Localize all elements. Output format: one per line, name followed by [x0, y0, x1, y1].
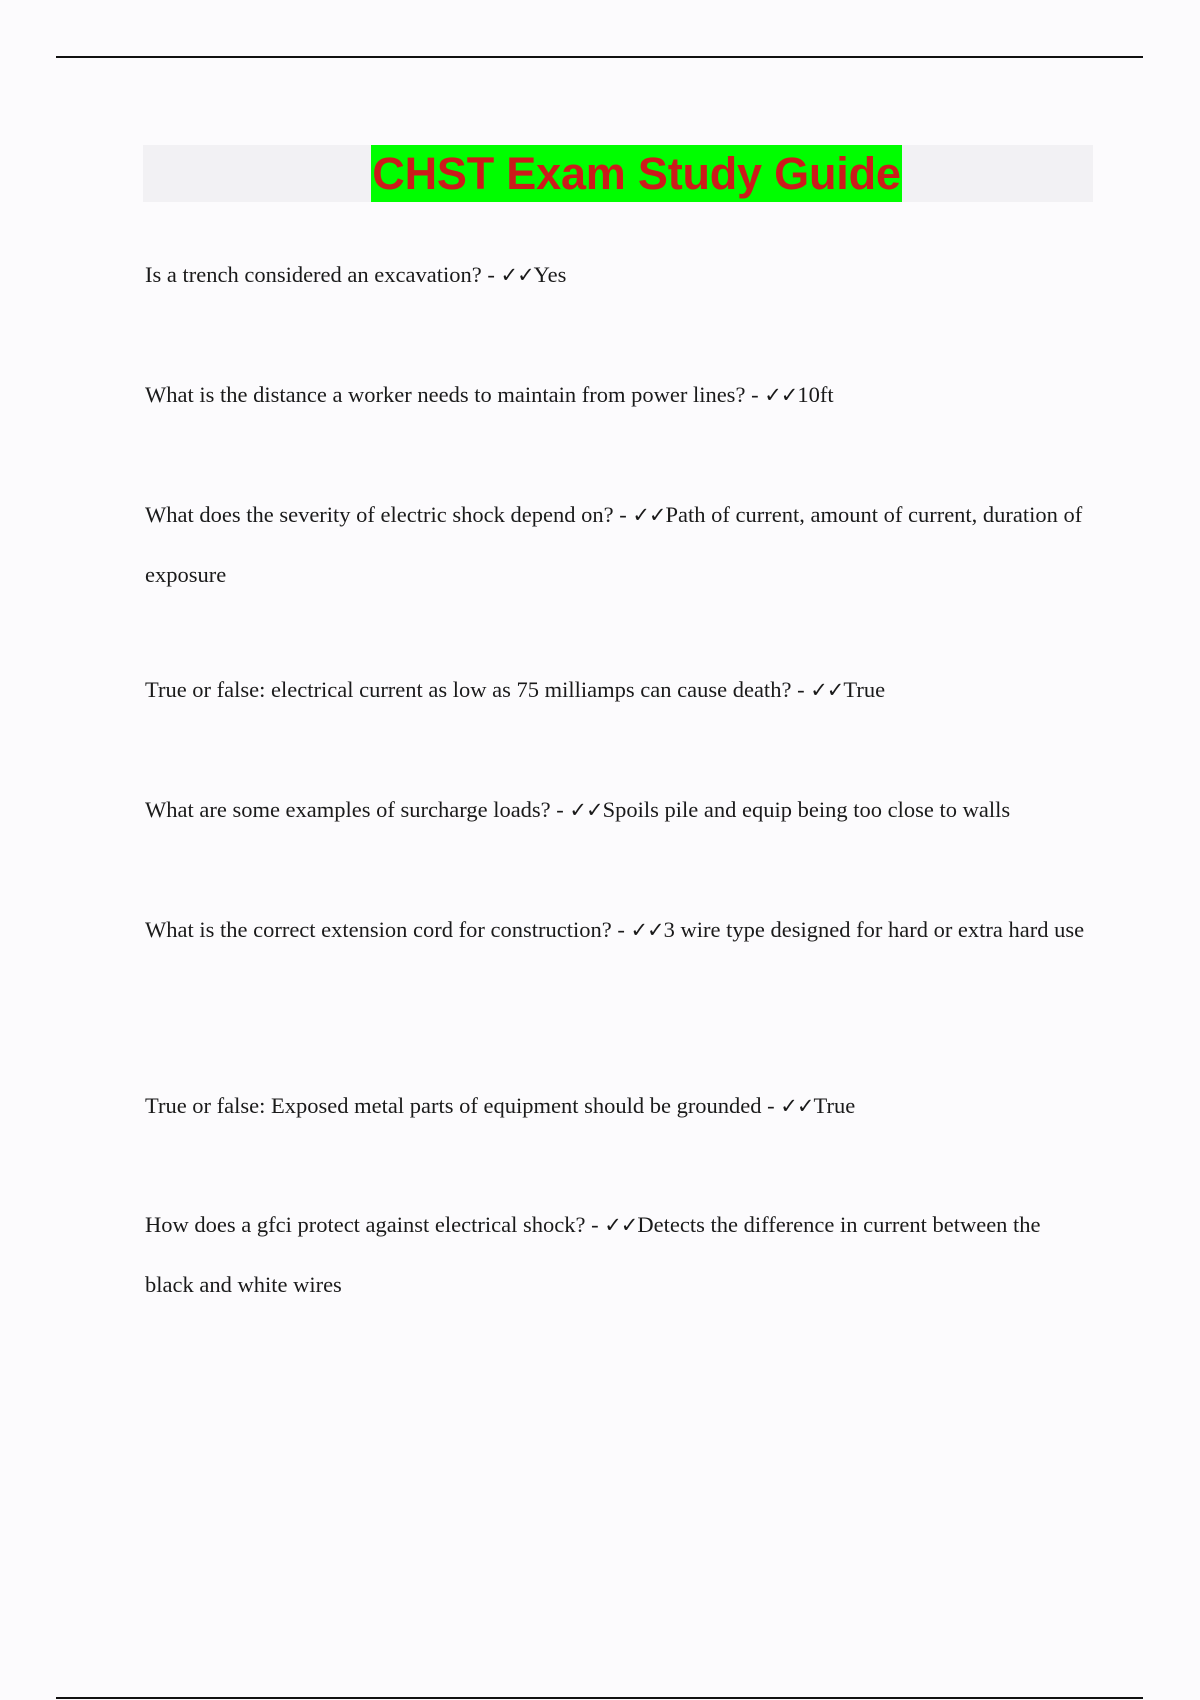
separator: -	[791, 677, 811, 702]
question-text: True or false: electrical current as low as 75 milliamps can cause death?	[145, 677, 792, 702]
question-text: What are some examples of surcharge loads?	[145, 797, 551, 822]
qa-item	[145, 780, 1090, 840]
check-icon: ✓✓	[604, 1213, 638, 1237]
document-title: CHST Exam Study Guide	[371, 145, 901, 202]
check-icon: ✓✓	[764, 383, 798, 407]
answer-text: 10ft	[797, 382, 834, 407]
question-text: Is a trench considered an excavation?	[145, 262, 482, 287]
check-icon: ✓✓	[569, 798, 603, 822]
answer-text: True	[813, 1093, 856, 1118]
qa-item	[145, 900, 1090, 960]
title-band	[143, 145, 1093, 202]
qa-item	[145, 245, 1090, 305]
header-rule	[56, 56, 1143, 58]
footer-rule	[56, 1697, 1143, 1699]
check-icon: ✓✓	[780, 1094, 814, 1118]
check-icon: ✓✓	[500, 263, 534, 287]
answer-text: Spoils pile and equip being too close to walls	[602, 797, 1011, 822]
question-text: How does a gfci protect against electrical shock?	[145, 1212, 586, 1237]
question-text: What does the severity of electric shock depend on?	[145, 502, 614, 527]
check-icon: ✓✓	[810, 678, 844, 702]
answer-text: Detects the difference in current between the black and white wires	[145, 1212, 1041, 1297]
separator: -	[611, 917, 631, 942]
check-icon: ✓✓	[632, 503, 666, 527]
separator: -	[761, 1093, 781, 1118]
separator: -	[745, 382, 765, 407]
answer-text: 3 wire type designed for hard or extra hard use	[663, 917, 1085, 942]
separator: -	[613, 502, 633, 527]
answer-text: Path of current, amount of current, duration of exposure	[145, 502, 1083, 587]
question-text: What is the distance a worker needs to maintain from power lines?	[145, 382, 746, 407]
question-text: True or false: Exposed metal parts of equipment should be grounded	[145, 1093, 762, 1118]
question-text: What is the correct extension cord for construction?	[145, 917, 612, 942]
separator: -	[585, 1212, 605, 1237]
qa-item	[145, 365, 1090, 425]
qa-item	[145, 660, 1090, 720]
answer-text: Yes	[533, 262, 567, 287]
answer-text: True	[843, 677, 886, 702]
separator: -	[481, 262, 501, 287]
qa-item	[145, 1076, 1090, 1136]
check-icon: ✓✓	[630, 918, 664, 942]
qa-item	[145, 485, 1090, 605]
separator: -	[550, 797, 570, 822]
qa-item	[145, 1195, 1090, 1315]
